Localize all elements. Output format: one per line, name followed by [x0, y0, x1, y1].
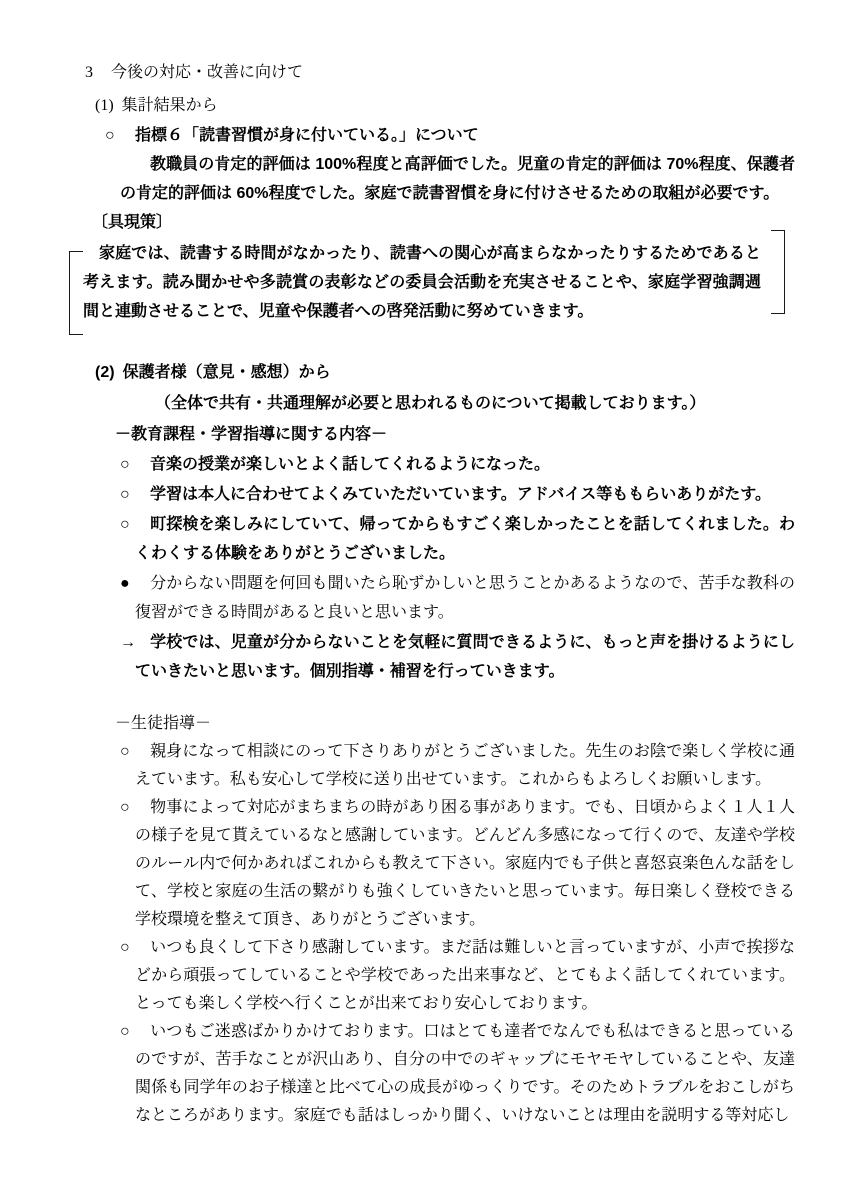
kengensaku-text: 家庭では、読書する時間がなかったり、読書への関心が高まらなかったりするためであると考えます。読み聞かせや多読賞の表彰などの委員会活動を充実させることや、家庭学習強調週間と連動させることで、児童や保護者への啓発活動に努めていきます。	[83, 245, 761, 320]
circle-marker: ○	[120, 516, 130, 533]
section-number: 3	[85, 64, 93, 81]
circle-marker: ○	[120, 799, 130, 816]
item-text: 分からない問題を何回も聞いたら恥ずかしいと思うことかあるようなので、苦手な教科の復習ができる時間があると良いと思います。	[135, 575, 795, 621]
item-text: 学習は本人に合わせてよくみていただいています。アドバイス等ももらいありがたす。	[150, 486, 771, 503]
category-heading-guidance: －生徒指導－	[115, 715, 212, 732]
list-item	[120, 1018, 795, 1130]
circle-marker: ○	[120, 1023, 130, 1040]
bracket-left-icon	[69, 251, 83, 335]
list-item	[120, 738, 795, 794]
indicator-item	[105, 121, 795, 150]
list-item	[120, 480, 795, 509]
list-item	[120, 934, 795, 1018]
subsection-1-title: 集計結果から	[121, 97, 218, 114]
subsection-1-heading	[95, 91, 795, 120]
kengensaku-box	[69, 237, 785, 328]
arrow-marker: →	[120, 634, 136, 651]
subsection-2-note: （全体で共有・共通理解が必要と思われるものについて掲載しております。）	[155, 395, 706, 412]
circle-marker: ○	[120, 939, 130, 956]
item-text: いつもご迷惑ばかりかけております。口はとても達者でなんでも私はできると思っているのですが、苦手なことが沢山あり、自分の中でのギャップにモヤモヤしていることや、友達関係も同学年のお子様達と比べて心の成長がゆっくりです。そのためトラブルをおこしがちなところがあります。家庭でも話はしっかり聞く、いけないことは理由を説明する等対応し	[135, 1023, 795, 1124]
subsection-2-title: 保護者様（意見・感想）から	[122, 364, 331, 381]
filled-circle-marker: ●	[120, 575, 130, 592]
indicator-text: 指標６「読書習慣が身に付いている。」について	[135, 127, 479, 144]
circle-marker: ○	[120, 456, 130, 473]
list-item	[120, 794, 795, 934]
item-text: 物事によって対応がまちまちの時があり困る事があります。でも、日頃からよく１人１人の様子を見て貰えているなと感謝しています。どんどん多感になって行くので、友達や学校のルール内で何かあればこれからも教えて下さい。家庭内でも子供と喜怒哀楽色んな話をして、学校と家庭の生活の繋がりも強くしていきたいと思っています。毎日楽しく登校できる学校環境を整えて頂き、ありがとうございます。	[135, 799, 795, 928]
item-text: 町探検を楽しみにしていて、帰ってからもすごく楽しかったことを話してくれました。わくわくする体験をありがとうございました。	[135, 516, 795, 562]
circle-marker: ○	[105, 127, 115, 144]
indicator-detail: 教職員の肯定的評価は 100%程度と高評価でした。児童の肯定的評価は 70%程度、保護者の肯定的評価は 60%程度でした。家庭で読書習慣を身に付けさせるための取組が必要です。	[120, 156, 795, 202]
subsection-2-number: (2)	[95, 364, 115, 381]
item-text: いつも良くして下さり感謝しています。まだ話は難しいと言っていますが、小声で挨拶などから頑張ってしていることや学校であった出来事など、とてもよく話してくれています。とっても楽しく学校へ行くことが出来ており安心しております。	[135, 939, 795, 1012]
item-text: 学校では、児童が分からないことを気軽に質問できるように、もっと声を掛けるようにしていきたいと思います。個別指導・補習を行っていきます。	[135, 634, 795, 680]
circle-marker: ○	[120, 486, 130, 503]
bracket-right-icon	[771, 230, 785, 314]
list-item	[120, 628, 795, 686]
kengensaku-label: 〔具現策〕	[92, 214, 173, 231]
guidance-list	[85, 738, 795, 1130]
item-text: 親身になって相談にのって下さりありがとうございました。先生のお陰で楽しく学校に通えています。私も安心して学校に送り出せています。これからもよろしくお願いします。	[135, 743, 795, 788]
circle-marker: ○	[120, 743, 130, 760]
subsection-2-heading	[95, 358, 795, 387]
list-item	[120, 450, 795, 479]
list-item	[120, 569, 795, 627]
section-title: 今後の対応・改善に向けて	[111, 64, 304, 81]
section-heading	[85, 58, 795, 87]
subsection-1-number: (1)	[95, 97, 114, 114]
curriculum-list	[85, 450, 795, 686]
item-text: 音楽の授業が楽しいとよく話してくれるようになった。	[150, 456, 551, 473]
list-item	[120, 510, 795, 568]
category-heading-curriculum: －教育課程・学習指導に関する内容－	[115, 426, 388, 443]
